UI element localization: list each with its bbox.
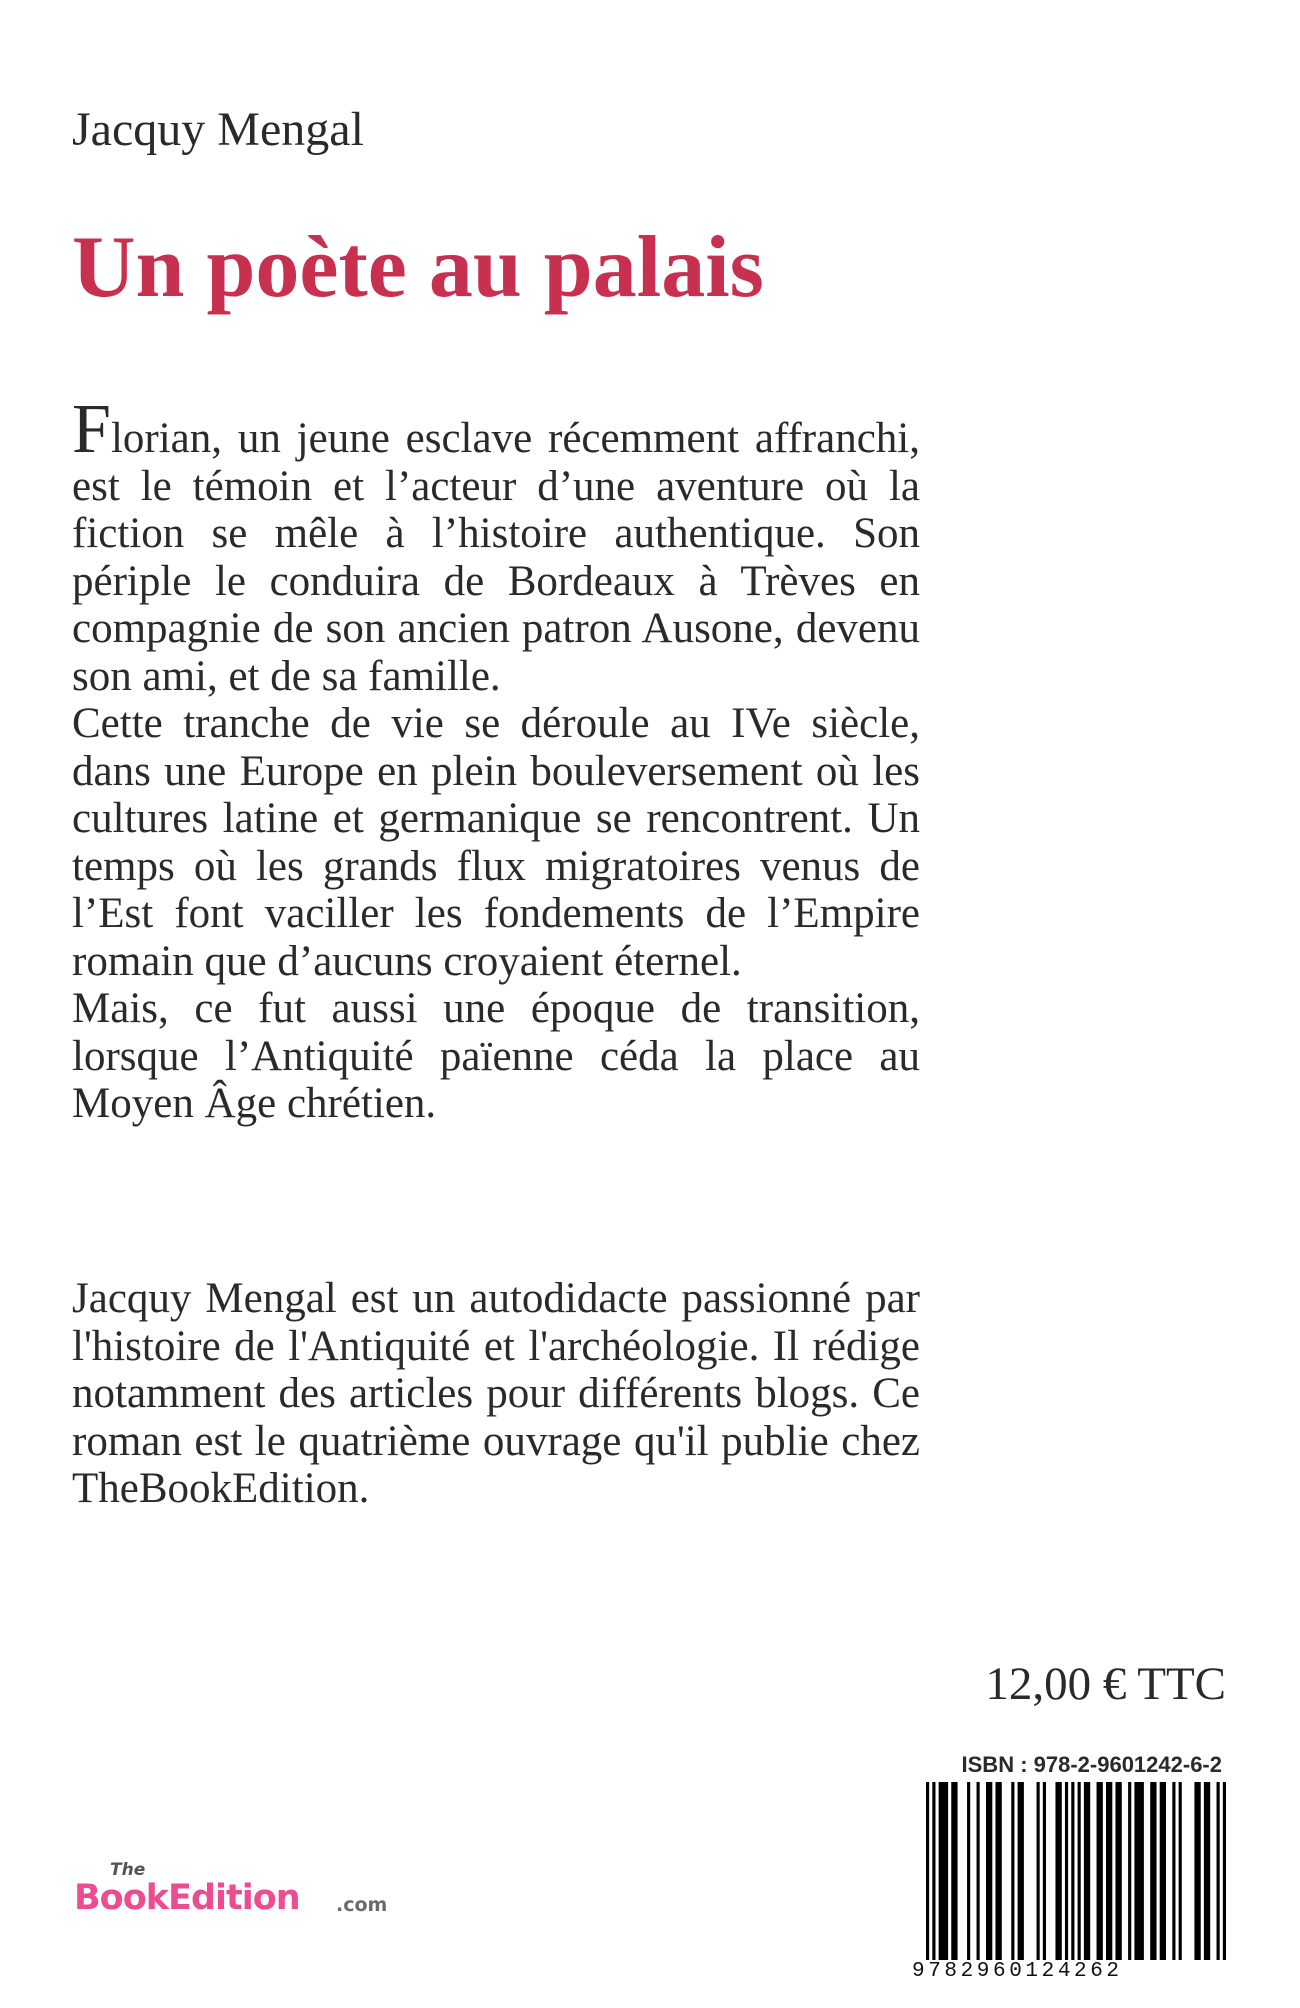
- author-name: Jacquy Mengal: [72, 103, 364, 156]
- barcode-bar: [1134, 1782, 1143, 1960]
- barcode-bar: [1011, 1782, 1014, 1960]
- barcode-bar: [1106, 1782, 1112, 1960]
- barcode-bar: [1043, 1782, 1046, 1960]
- blurb-paragraph-2: Cette tranche de vie se déroule au IVe siècle, dans une Europe en plein bouleversement où les cultures latine et germanique se rencontrent. Un temps où les grands flux migratoires venus de l’Est font vaciller les fondements de l’Empire romain que d’aucuns croyaient éternel.: [72, 700, 920, 985]
- barcode-bar: [995, 1782, 1001, 1960]
- barcode-bar: [1204, 1782, 1210, 1960]
- barcode-bar: [1217, 1782, 1220, 1960]
- barcode-bar: [939, 1782, 948, 1960]
- publisher-logo-name: BookEdition: [74, 1878, 300, 1918]
- barcode-bar: [986, 1782, 992, 1960]
- author-bio-text: Jacquy Mengal est un autodidacte passionné par l'histoire de l'Antiquité et l'archéologie. Il rédige notamment des articles pour différents blogs. Ce roman est le quatrième ouvrage qu'il publie chez TheBookEdition.: [72, 1275, 920, 1512]
- barcode-bar: [1018, 1782, 1024, 1960]
- barcode-bar: [1084, 1782, 1090, 1960]
- back-cover-blurb: [72, 391, 920, 1128]
- barcode-bar: [1037, 1782, 1040, 1960]
- barcode-bar: [967, 1782, 970, 1960]
- blurb-paragraph-3: Mais, ce fut aussi une époque de transition, lorsque l’Antiquité païenne céda la place au Moyen Âge chrétien.: [72, 985, 920, 1127]
- author-bio: [72, 1275, 920, 1513]
- barcode-bar: [1160, 1782, 1166, 1960]
- barcode-bar: [1097, 1782, 1103, 1960]
- barcode-bar: [1179, 1782, 1182, 1960]
- barcode-digits: 9782960124262: [912, 1960, 1123, 1983]
- barcode-bar: [1150, 1782, 1156, 1960]
- barcode-bar: [1115, 1782, 1121, 1960]
- barcode-bars: [926, 1782, 1226, 1960]
- barcode-bar: [926, 1782, 929, 1960]
- barcode-bar: [1055, 1782, 1061, 1960]
- barcode-bar: [1065, 1782, 1068, 1960]
- barcode-bar: [1078, 1782, 1081, 1960]
- barcode-bar: [932, 1782, 935, 1960]
- barcode-bar: [1128, 1782, 1131, 1960]
- isbn-label: ISBN : 978-2-9601242-6-2: [961, 1752, 1222, 1777]
- barcode-bar: [951, 1782, 957, 1960]
- barcode-bar: [1194, 1782, 1200, 1960]
- publisher-logo-the: The: [110, 1860, 146, 1880]
- blurb-paragraph-1: Florian, un jeune esclave récemment affranchi, est le témoin et l’acteur d’une aventure où la fiction se mêle à l’histoire authentique. Son périple le conduira de Bordeaux à Trèves en compagnie de son ancien patron Ausone, devenu son ami, et de sa famille.: [72, 391, 920, 700]
- publisher-logo-suffix: .com: [336, 1894, 388, 1916]
- barcode: [926, 1782, 1226, 1960]
- publisher-logo: [74, 1860, 404, 1940]
- barcode-bar: [1172, 1782, 1175, 1960]
- book-title: Un poète au palais: [72, 219, 764, 316]
- price-label: 12,00 € TTC: [985, 1658, 1226, 1710]
- barcode-bar: [1071, 1782, 1074, 1960]
- barcode-bar: [977, 1782, 980, 1960]
- barcode-bar: [1223, 1782, 1226, 1960]
